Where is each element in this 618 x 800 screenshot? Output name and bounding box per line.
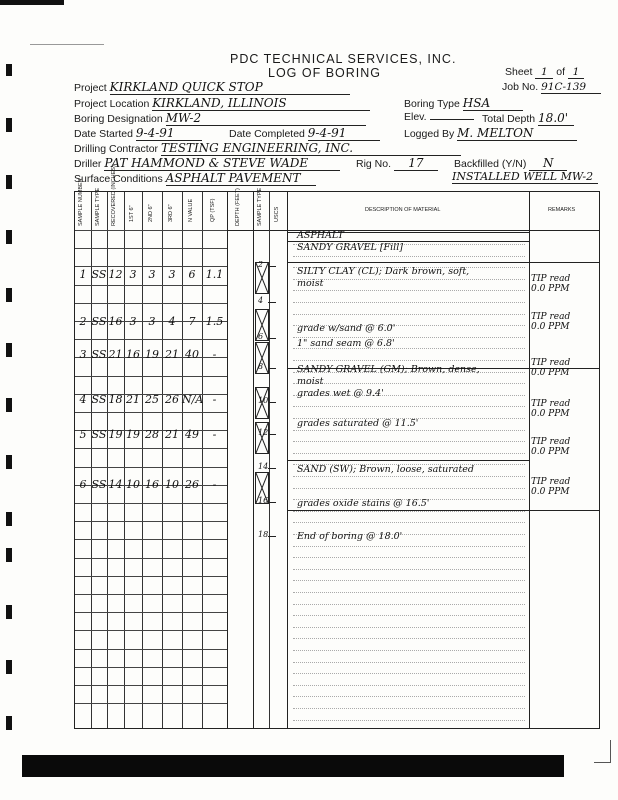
desc-dotted-line [293, 638, 525, 639]
desc-dotted-line [293, 453, 525, 454]
depth-label: 8 [258, 362, 264, 371]
sample-cell-s1: 3 [129, 268, 137, 281]
col-header-1st-6: 1ST 6" [129, 205, 135, 222]
elev-field [404, 111, 474, 123]
sample-cell-type: SS [91, 393, 107, 406]
driller-label: Driller [74, 158, 102, 170]
sample-cell-s1: 10 [126, 478, 140, 491]
desc-dotted-line [293, 406, 525, 407]
stratum-line [287, 262, 529, 263]
surface-value: ASPHALT PAVEMENT [166, 171, 316, 186]
depth-tick [268, 368, 276, 369]
col-header-recovered: RECOVERED (INCHES) [111, 165, 117, 226]
project-label: Project [74, 82, 107, 94]
sample-cell-s3: 10 [165, 478, 179, 491]
total-depth-label: Total Depth [482, 113, 536, 125]
sample-cell-s3: 21 [165, 428, 179, 441]
col-header-remarks: REMARKS [548, 207, 576, 213]
sample-cell-n: 7 [188, 315, 196, 328]
grid-row-line [75, 667, 227, 668]
driller-value: PAT HAMMOND & STEVE WADE [104, 156, 340, 171]
desc-dotted-line [293, 673, 525, 674]
sample-cell-rec: 18 [108, 393, 123, 406]
grid-row-line [75, 576, 227, 577]
sample-cell-type: SS [91, 315, 107, 328]
sample-cell-type: SS [91, 348, 107, 361]
bottom-scan-bar [22, 755, 564, 777]
rig-field [356, 156, 438, 171]
col-header-n-value: N VALUE [188, 198, 194, 222]
remark-line-1: TIP read [531, 399, 571, 409]
surface-label: Surface Conditions [74, 173, 163, 185]
col-header-sample-type: SAMPLE TYPE [95, 187, 101, 226]
sample-cell-num: 3 [79, 348, 87, 361]
project-value: KIRKLAND QUICK STOP [110, 80, 350, 95]
remark-line-1: TIP read [531, 437, 571, 447]
sample-cell-type: SS [91, 478, 107, 491]
total-depth-value: 18.0' [538, 111, 574, 126]
faint-top-rule [30, 44, 104, 45]
description-line: 1" sand seam @ 6.8' [297, 338, 395, 349]
sample-cell-rec: 21 [108, 348, 123, 361]
description-line: End of boring @ 18.0' [297, 531, 403, 542]
description-line: ASPHALT [297, 230, 344, 241]
sample-cell-s1: 3 [129, 315, 137, 328]
col-header-depth: DEPTH (FEET) [235, 188, 241, 226]
sample-cell-s2: 3 [148, 268, 156, 281]
col-header-sample-number: SAMPLE NUMBER [78, 178, 84, 226]
location-label: Project Location [74, 98, 150, 110]
sample-cell-type: SS [91, 428, 107, 441]
col-header-sample-type-2: SAMPLE TYPE [257, 187, 263, 226]
designation-field [74, 111, 366, 126]
sample-cell-type: SS [91, 268, 107, 281]
stratum-line [529, 262, 599, 263]
sheet-total: 1 [568, 66, 584, 79]
stratum-line [287, 510, 529, 511]
binder-mark [6, 605, 12, 619]
desc-dotted-line [293, 696, 525, 697]
grid-row-line [75, 521, 227, 522]
depth-tick [268, 502, 276, 503]
desc-dotted-line [293, 592, 525, 593]
designation-label: Boring Designation [74, 113, 163, 125]
date-started-label: Date Started [74, 128, 133, 140]
backfilled-field [454, 156, 567, 171]
col-divider [269, 192, 270, 728]
rig-value: 17 [394, 156, 438, 171]
desc-dotted-line [293, 627, 525, 628]
depth-label: 10 [258, 396, 269, 405]
sample-cell-s2: 16 [145, 478, 159, 491]
sample-cell-qp: 1.5 [205, 315, 224, 328]
total-depth-field [482, 111, 574, 126]
desc-dotted-line [293, 476, 525, 477]
job-label: Job No. [502, 81, 539, 93]
description-line: grade w/sand @ 6.0' [297, 323, 396, 334]
sample-cell-s3: 3 [168, 268, 176, 281]
sample-cell-qp: 1.1 [205, 268, 224, 281]
remark-line-1: TIP read [531, 358, 571, 368]
binder-mark [6, 64, 12, 76]
grid-row-line [75, 703, 227, 704]
binder-mark [6, 512, 12, 526]
depth-tick [268, 338, 276, 339]
description-line: grades wet @ 9.4' [297, 388, 384, 399]
grid-row-line [75, 685, 227, 686]
col-header-uscs: USCS [274, 206, 280, 222]
sample-cell-qp: - [212, 428, 217, 441]
depth-label: 16 [258, 496, 269, 505]
depth-tick [268, 468, 276, 469]
desc-dotted-line [293, 557, 525, 558]
desc-dotted-line [293, 580, 525, 581]
sample-cell-num: 5 [79, 428, 87, 441]
stratum-line [287, 460, 529, 461]
date-started-field [74, 126, 202, 141]
col-header-2nd-6: 2ND 6" [148, 204, 154, 222]
desc-dotted-line [293, 360, 525, 361]
grid-row-line [75, 339, 227, 340]
remark-line-1: TIP read [531, 274, 571, 284]
binder-mark [6, 230, 12, 244]
sample-cell-n: N/A [182, 393, 204, 406]
desc-dotted-line [293, 383, 525, 384]
desc-dotted-line [293, 441, 525, 442]
rig-label: Rig No. [356, 158, 392, 170]
remark-entry [531, 358, 597, 378]
remark-line-2: 0.0 PPM [531, 487, 570, 497]
log-title: LOG OF BORING [268, 66, 382, 80]
depth-label: 4 [258, 296, 264, 305]
grid-row-line [75, 376, 227, 377]
depth-tick [268, 536, 276, 537]
desc-dotted-line [293, 302, 525, 303]
sample-cell-s1: 21 [126, 393, 140, 406]
grid-row-line [75, 539, 227, 540]
desc-dotted-line [293, 488, 525, 489]
description-line: SANDY GRAVEL [Fill] [297, 242, 403, 253]
sample-cell-s3: 21 [165, 348, 179, 361]
remark-entry [531, 312, 597, 332]
description-line: SILTY CLAY (CL); Dark brown, soft, [297, 266, 470, 277]
boring-type-field [404, 96, 523, 111]
sample-interval-box [255, 422, 269, 454]
grid-row-line [75, 503, 227, 504]
top-left-scan-bar [0, 0, 64, 5]
description-line: grades oxide stains @ 16.5' [297, 498, 430, 509]
desc-dotted-line [293, 708, 525, 709]
sample-cell-s1: 19 [126, 428, 140, 441]
sample-cell-qp: - [212, 348, 217, 361]
designation-value: MW-2 [166, 111, 366, 126]
grid-row-line [75, 649, 227, 650]
company-name: PDC TECHNICAL SERVICES, INC. [230, 52, 457, 66]
desc-dotted-line [293, 615, 525, 616]
depth-tick [268, 302, 276, 303]
contractor-field [74, 141, 461, 156]
contractor-value: TESTING ENGINEERING, INC. [161, 141, 461, 156]
desc-dotted-line [293, 662, 525, 663]
remark-line-2: 0.0 PPM [531, 322, 570, 332]
sample-cell-rec: 14 [108, 478, 123, 491]
boring-type-label: Boring Type [404, 98, 460, 110]
col-divider [529, 192, 530, 728]
date-completed-field [229, 126, 380, 141]
elev-value [430, 119, 474, 120]
elev-label: Elev. [404, 111, 427, 123]
remark-entry [531, 437, 597, 457]
desc-dotted-line [293, 290, 525, 291]
stratum-line [529, 510, 599, 511]
binder-mark [6, 716, 12, 730]
date-started-value: 9-4-91 [136, 126, 202, 141]
col-header-3rd-6: 3RD 6" [168, 204, 174, 222]
depth-label: 6 [258, 332, 264, 341]
depth-tick [268, 402, 276, 403]
depth-label: 14 [258, 462, 269, 471]
job-number: 91C-139 [541, 81, 601, 94]
desc-dotted-line [293, 569, 525, 570]
grid-row-line [75, 303, 227, 304]
binder-mark [6, 455, 12, 469]
remark-entry [531, 274, 597, 294]
depth-label: 18 [258, 530, 269, 539]
binder-mark [6, 660, 12, 674]
grid-row-line [75, 285, 227, 286]
col-header-description: DESCRIPTION OF MATERIAL [365, 207, 441, 213]
desc-dotted-line [293, 604, 525, 605]
binder-mark [6, 288, 12, 302]
location-value: KIRKLAND, ILLINOIS [152, 96, 370, 111]
sample-cell-rec: 19 [108, 428, 123, 441]
sample-cell-num: 1 [79, 268, 87, 281]
project-field [74, 80, 350, 95]
remark-line-2: 0.0 PPM [531, 368, 570, 378]
sample-cell-s2: 19 [145, 348, 159, 361]
desc-dotted-line [293, 314, 525, 315]
boring-type-value: HSA [463, 96, 523, 111]
depth-tick [268, 266, 276, 267]
grid-row-line [75, 412, 227, 413]
grid-row-line [75, 558, 227, 559]
installed-well-note: INSTALLED WELL MW-2 [452, 170, 598, 184]
remark-line-2: 0.0 PPM [531, 284, 570, 294]
location-field [74, 96, 370, 111]
sample-cell-s2: 28 [145, 428, 159, 441]
grid-row-line [75, 612, 227, 613]
desc-dotted-line [293, 650, 525, 651]
col-divider [227, 192, 228, 728]
logged-by-field [404, 126, 577, 141]
grid-row-line [75, 467, 227, 468]
depth-label: 12 [258, 428, 269, 437]
job-field [502, 81, 601, 94]
sample-cell-qp: - [212, 478, 217, 491]
sample-cell-num: 2 [79, 315, 87, 328]
binder-mark [6, 343, 12, 357]
description-line: moist [297, 278, 324, 289]
date-completed-label: Date Completed [229, 128, 305, 140]
binder-mark [6, 175, 12, 189]
sample-cell-n: 6 [188, 268, 196, 281]
sample-cell-s1: 16 [126, 348, 140, 361]
desc-dotted-line [293, 430, 525, 431]
binder-mark [6, 548, 12, 562]
desc-dotted-line [293, 546, 525, 547]
grid-row-line [75, 594, 227, 595]
desc-dotted-line [293, 720, 525, 721]
sample-cell-s2: 3 [148, 315, 156, 328]
grid-row-line [75, 448, 227, 449]
desc-dotted-line [293, 685, 525, 686]
col-header-qp: QP (TSF) [210, 198, 216, 222]
sample-cell-n: 26 [185, 478, 199, 491]
sample-cell-s3: 26 [165, 393, 179, 406]
desc-dotted-line [293, 256, 525, 257]
sample-cell-s2: 25 [145, 393, 159, 406]
sheet-number: 1 [535, 66, 553, 79]
sample-cell-n: 49 [185, 428, 199, 441]
backfilled-label: Backfilled (Y/N) [454, 158, 527, 170]
description-line: moist [297, 376, 324, 387]
depth-tick [268, 434, 276, 435]
description-line: grades saturated @ 11.5' [297, 418, 419, 429]
description-line: SANDY GRAVEL (GM); Brown, dense, [297, 364, 480, 375]
sample-cell-rec: 16 [108, 315, 123, 328]
binder-mark [6, 398, 12, 412]
of-label: of [556, 66, 566, 78]
sample-cell-qp: - [212, 393, 217, 406]
remark-line-1: TIP read [531, 477, 571, 487]
remark-entry [531, 399, 597, 419]
sample-cell-n: 40 [185, 348, 199, 361]
sample-cell-num: 4 [79, 393, 87, 406]
corner-bracket-mark [594, 740, 611, 763]
grid-row-line [75, 248, 227, 249]
grid-row-line [75, 230, 227, 231]
description-line: SAND (SW); Brown, loose, saturated [297, 464, 474, 475]
logged-by-value: M. MELTON [457, 126, 577, 141]
depth-label: 2 [258, 260, 264, 269]
remark-entry [531, 477, 597, 497]
remark-line-2: 0.0 PPM [531, 409, 570, 419]
contractor-label: Drilling Contractor [74, 143, 159, 155]
logged-by-label: Logged By [404, 128, 455, 140]
sample-cell-num: 6 [79, 478, 87, 491]
remark-line-1: TIP read [531, 312, 571, 322]
sheet-label: Sheet [505, 66, 533, 78]
col-divider [253, 192, 254, 728]
sample-cell-s3: 4 [168, 315, 176, 328]
sheet-field [505, 66, 584, 79]
desc-dotted-line [293, 522, 525, 523]
grid-row-line [75, 630, 227, 631]
date-completed-value: 9-4-91 [308, 126, 380, 141]
desc-dotted-line [293, 279, 525, 280]
remark-line-2: 0.0 PPM [531, 447, 570, 457]
sample-cell-rec: 12 [108, 268, 123, 281]
binder-mark [6, 118, 12, 132]
backfilled-value: N [529, 156, 567, 171]
